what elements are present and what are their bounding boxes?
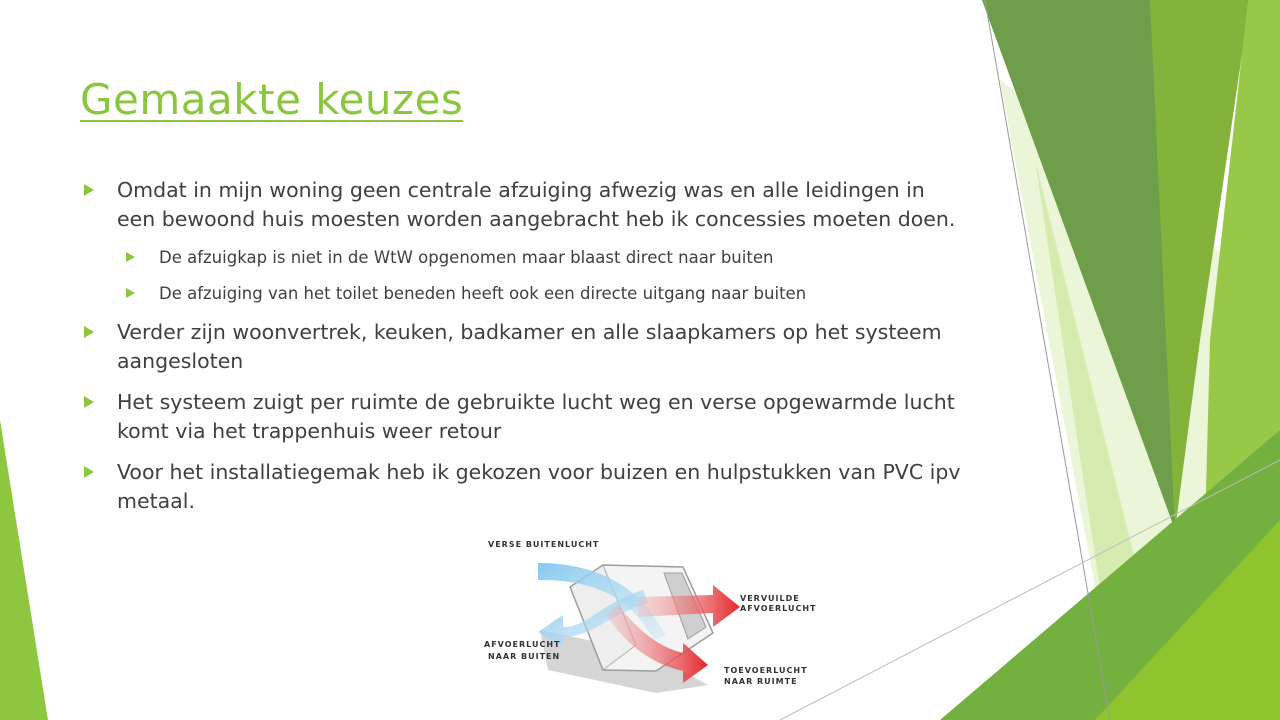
bullet-text: Verder zijn woonvertrek, keuken, badkamer en alle slaapkamers op het systeem aangesloten: [117, 320, 942, 373]
label-naar-buiten: NAAR BUITEN: [488, 652, 561, 661]
bullet-text: Voor het installatiegemak heb ik gekozen voor buizen en hulpstukken van PVC ipv metaal.: [117, 460, 961, 513]
left-edge-shape: [0, 420, 48, 720]
bullet-arrow-icon: [84, 396, 94, 408]
sub-bullet-text: De afzuiging van het toilet beneden heeft ook een directe uitgang naar buiten: [159, 284, 807, 303]
heat-recovery-diagram: [478, 535, 838, 700]
bullet-arrow-icon: [84, 466, 94, 478]
sub-bullet-item: [124, 282, 962, 306]
label-toevoerlucht: TOEVOERLUCHT: [724, 666, 808, 675]
label-verse-buitenlucht: VERSE BUITENLUCHT: [488, 540, 600, 549]
bullet-arrow-icon: [84, 184, 94, 196]
sub-bullet-text: De afzuigkap is niet in de WtW opgenomen maar blaast direct naar buiten: [159, 248, 774, 267]
bullet-list: [82, 176, 962, 528]
bullet-text: Omdat in mijn woning geen centrale afzuiging afwezig was en alle leidingen in een bewoond huis moesten worden aangebracht heb ik concessies moeten doen.: [117, 178, 956, 231]
bullet-arrow-icon: [126, 252, 135, 262]
bullet-item: [82, 388, 962, 446]
bullet-item: [82, 318, 962, 376]
bullet-item: [82, 176, 962, 234]
sub-bullet-item: [124, 246, 962, 270]
bullet-arrow-icon: [84, 326, 94, 338]
label-naar-ruimte: NAAR RUIMTE: [724, 677, 798, 686]
bullet-arrow-icon: [126, 288, 135, 298]
label-afvoerlucht: AFVOERLUCHT: [740, 604, 817, 613]
label-vervuilde: VERVUILDE: [740, 594, 800, 603]
bullet-text: Het systeem zuigt per ruimte de gebruikte lucht weg en verse opgewarmde lucht komt via het trappenhuis weer retour: [117, 390, 955, 443]
slide-title: Gemaakte keuzes: [80, 75, 464, 124]
label-afvoerlucht-naar: AFVOERLUCHT: [484, 640, 561, 649]
bullet-item: [82, 458, 962, 516]
